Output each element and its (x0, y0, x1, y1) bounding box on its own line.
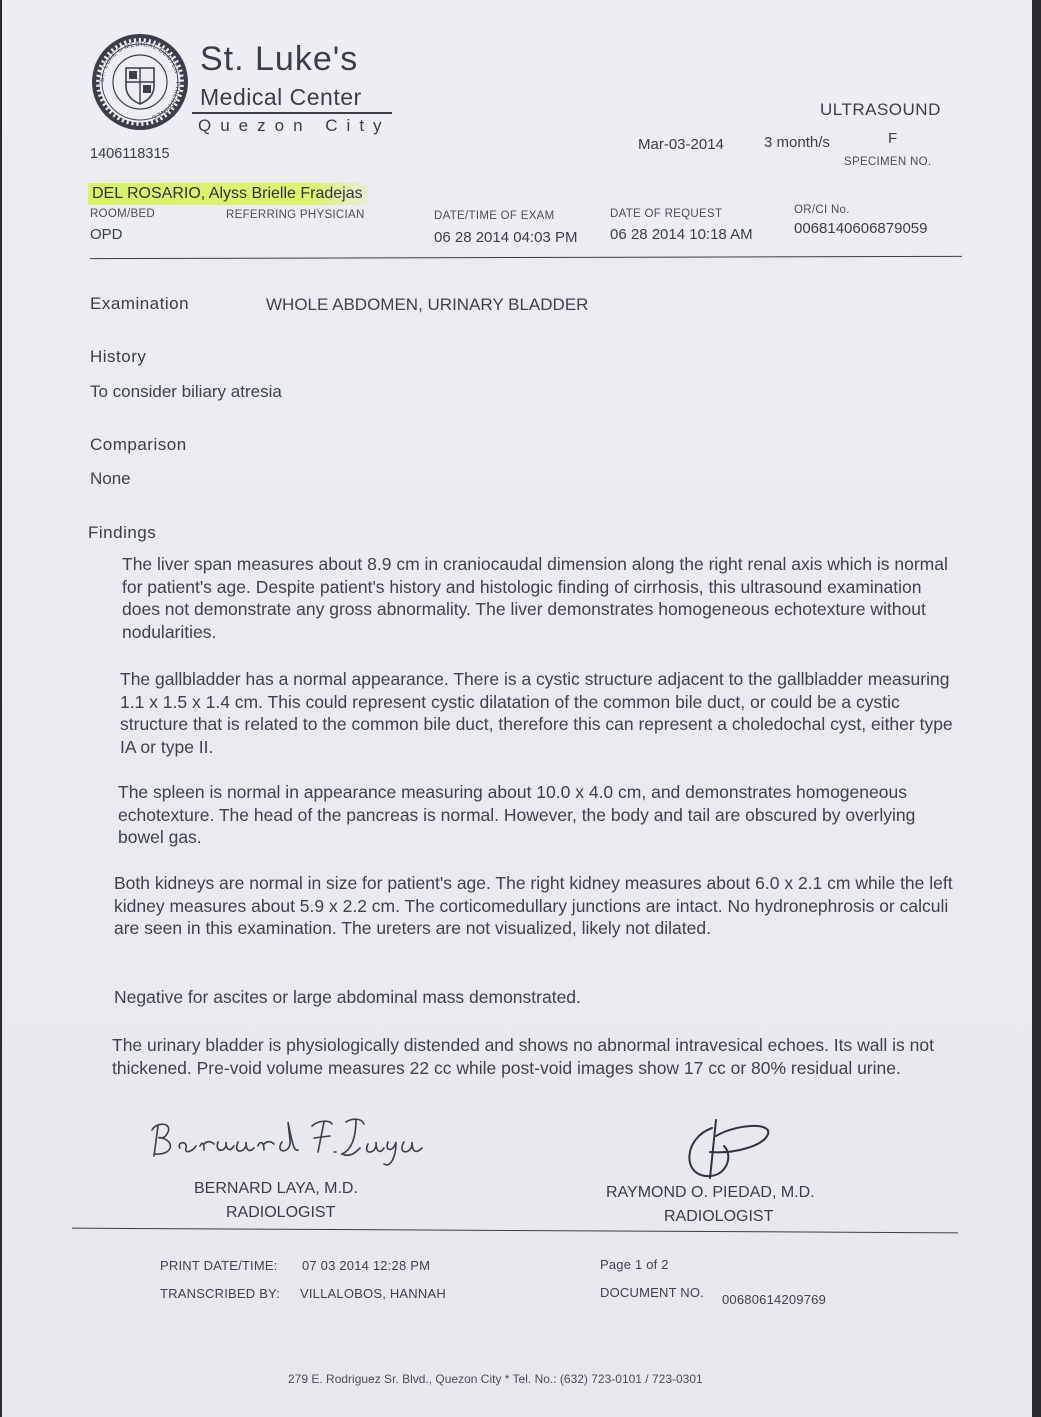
report-page (2, 0, 1032, 1417)
signatory-1-name: BERNARD LAYA, M.D. (194, 1180, 358, 1197)
signature-piedad-icon (676, 1116, 786, 1186)
signatory-2-name: RAYMOND O. PIEDAD, M.D. (606, 1184, 815, 1201)
finding-paragraph-liver: The liver span measures about 8.9 cm in craniocaudal dimension along the right renal axis which is normal for patient's age. Despite patient's history and histologic finding of cirrhosis, this ultrasound examination does not demonstrate any gross abnormality. The liver demonstrates homogeneous echotexture without nodularities. (122, 554, 948, 642)
document-number-value: 00680614209769 (722, 1292, 827, 1307)
signatory-2-title: RADIOLOGIST (664, 1208, 774, 1225)
patient-sex: F (888, 130, 898, 147)
hospital-address: 279 E. Rodriguez Sr. Blvd., Quezon City * Tel. No.: (632) 723-0101 / 723-0301 (288, 1372, 703, 1386)
header-rule (90, 256, 962, 259)
signature-rule (72, 1228, 958, 1234)
document-number-label: DOCUMENT NO. (600, 1285, 704, 1300)
brand-divider (192, 112, 392, 114)
print-datetime-value: 07 03 2014 12:28 PM (302, 1258, 431, 1273)
room-value: OPD (90, 226, 123, 243)
finding-paragraph-kidneys: Both kidneys are normal in size for patient's age. The right kidney measures about 6.0 x 2.1 cm while the left kidney measures about 5.9 x 2.2 cm. The corticomedullary junctions are intact. No hydronephrosis or calculi are seen in this examination. The ureters are not visualized, likely not dilated. (114, 873, 953, 938)
transcribed-by-value: VILLALOBOS, HANNAH (300, 1286, 446, 1301)
brand-city: Quezon City (198, 116, 391, 135)
brand-subtitle: Medical Center (200, 84, 362, 110)
room-label: ROOM/BED (90, 208, 156, 220)
finding-paragraph-bladder: The urinary bladder is physiologically distended and shows no abnormal intravesical echoes. Its wall is not thickened. Pre-void volume measures 22 cc while post-void images show 17 cc or 80% residual urine. (112, 1035, 934, 1078)
hospital-seal-icon (90, 32, 190, 132)
print-datetime-label: PRINT DATE/TIME: (160, 1258, 278, 1273)
history-value: To consider biliary atresia (90, 382, 282, 401)
request-date-value: 06 28 2014 10:18 AM (610, 226, 753, 243)
physician-label: REFERRING PHYSICIAN (226, 209, 365, 221)
orci-label: OR/CI No. (794, 204, 850, 216)
report-date: Mar-03-2014 (638, 136, 724, 153)
finding-paragraph-gallbladder: The gallbladder has a normal appearance. There is a cystic structure adjacent to the gallbladder measuring 1.1 x 1.5 x 1.4 cm. This could represent cystic dilatation of the common bile duct, or could be a cystic structure that is related to the common bile duct, therefore this can represent a choledochal cyst, either type IA or type II. (120, 669, 953, 757)
signature-laya-icon (142, 1112, 432, 1172)
comparison-heading: Comparison (90, 435, 187, 454)
exam-datetime-label: DATE/TIME OF EXAM (434, 210, 555, 222)
signatory-1-title: RADIOLOGIST (226, 1204, 336, 1221)
finding-paragraph-spleen: The spleen is normal in appearance measuring about 10.0 x 4.0 cm, and demonstrates homogeneous echotexture. The head of the pancreas is normal. However, the body and tail are obscured by overlying bowel gas. (118, 782, 916, 847)
comparison-value: None (90, 469, 131, 488)
brand-name: St. Luke's (200, 40, 359, 78)
patient-age: 3 month/s (764, 134, 830, 151)
history-heading: History (90, 347, 147, 366)
seal-ring-text: ST. LUKE'S MEDICAL CENTER · PHILIPPINES (98, 40, 182, 121)
exam-heading: Examination (90, 294, 190, 313)
patient-name: DEL ROSARIO, Alyss Brielle Fradejas (88, 183, 369, 205)
specimen-label: SPECIMEN NO. (844, 156, 932, 168)
request-date-label: DATE OF REQUEST (610, 208, 723, 220)
transcribed-by-label: TRANSCRIBED BY: (160, 1286, 281, 1301)
findings-heading: Findings (88, 523, 157, 542)
finding-paragraph-ascites: Negative for ascites or large abdominal mass demonstrated. (114, 987, 581, 1007)
orci-value: 0068140606879059 (794, 220, 928, 237)
exam-datetime-value: 06 28 2014 04:03 PM (434, 229, 578, 246)
exam-value: WHOLE ABDOMEN, URINARY BLADDER (266, 295, 589, 314)
department-label: ULTRASOUND (820, 100, 941, 119)
patient-number: 1406118315 (90, 146, 170, 162)
page-number: Page 1 of 2 (600, 1257, 669, 1272)
